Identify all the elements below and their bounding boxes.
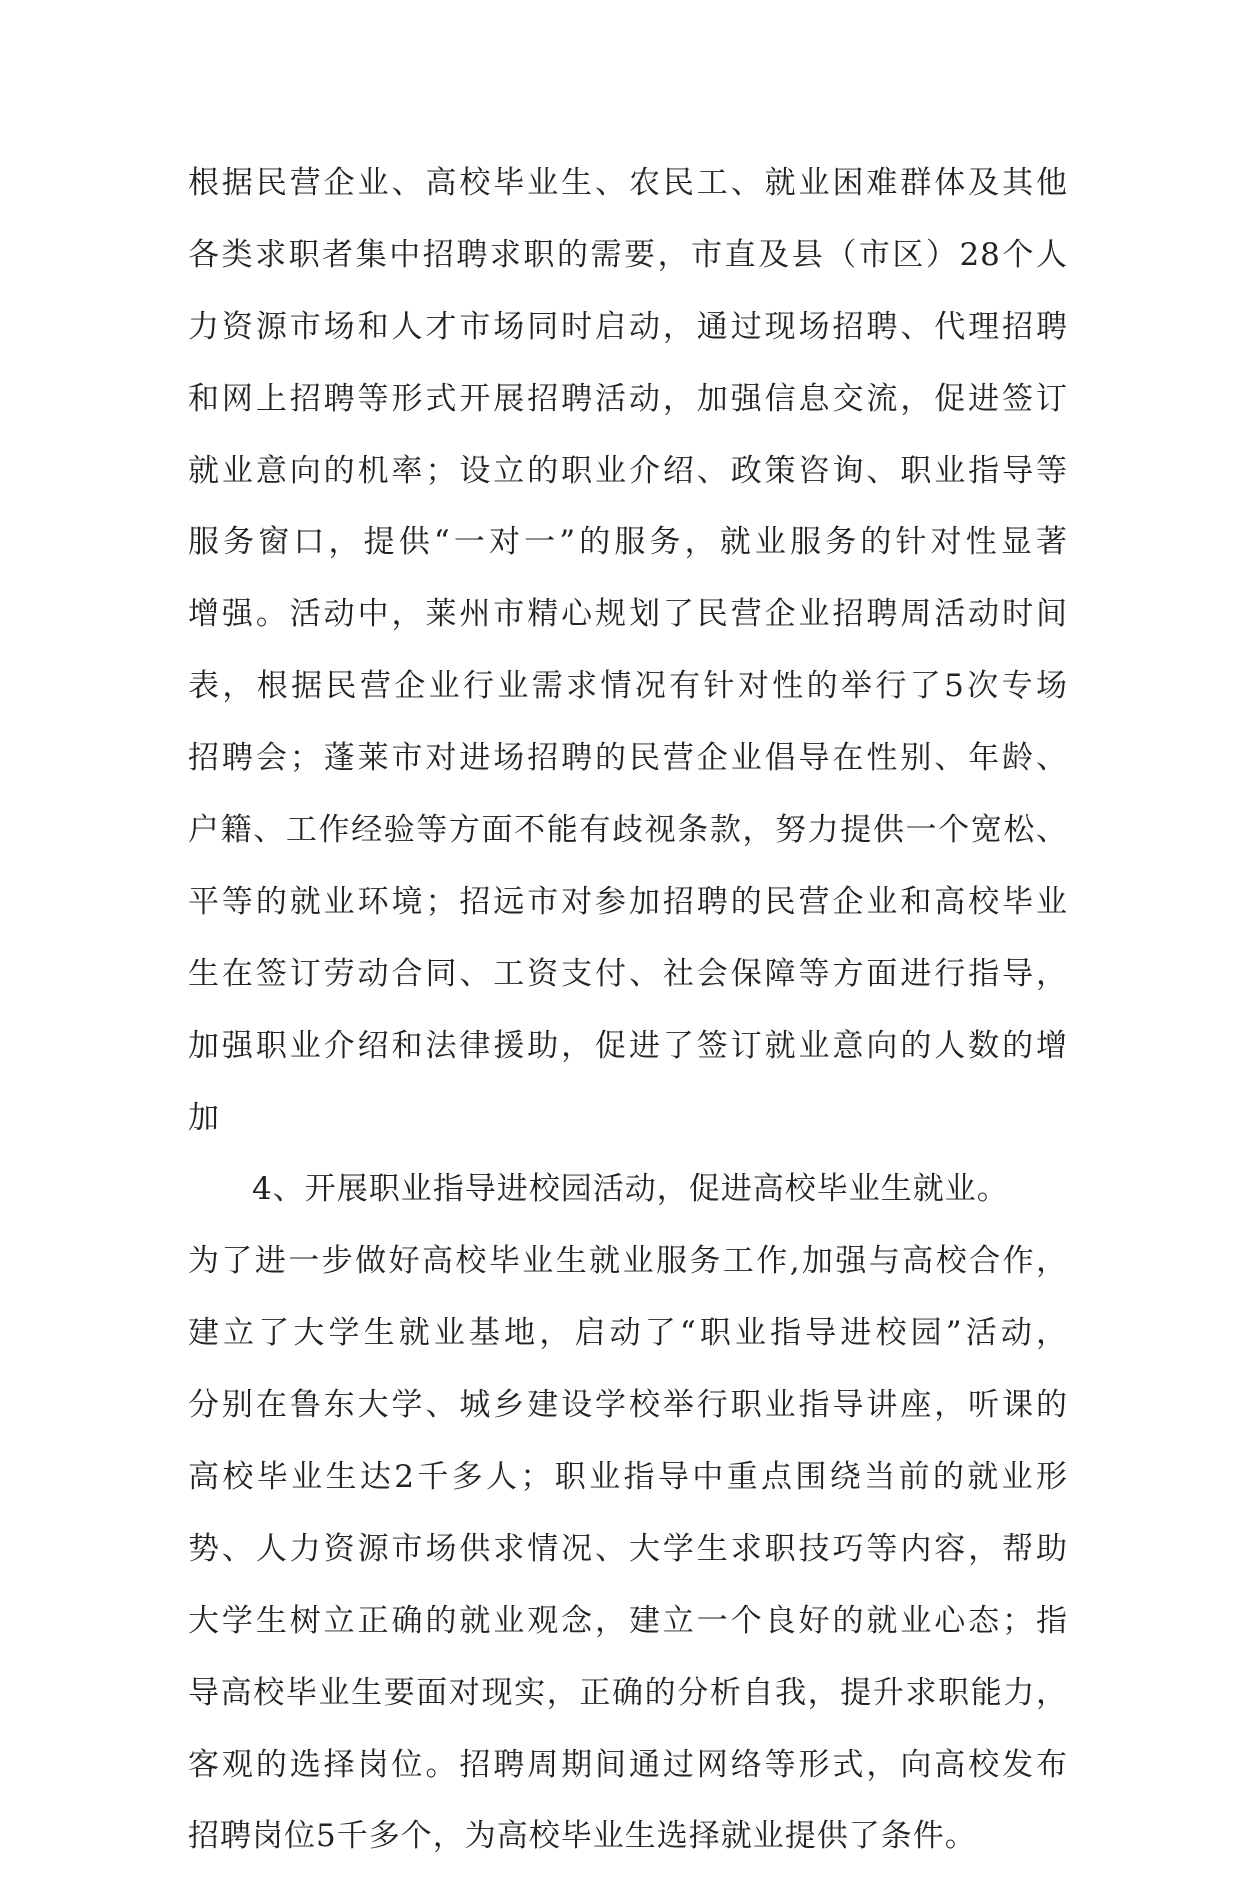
text-line: 客观的选择岗位。招聘周期间通过网络等形式，向高校发布 bbox=[188, 1746, 1068, 1783]
text-line: 就业意向的机率；设立的职业介绍、政策咨询、职业指导等 bbox=[188, 452, 1068, 489]
text-line: 增强。活动中，莱州市精心规划了民营企业招聘周活动时间 bbox=[188, 596, 1068, 633]
text-line: 招聘岗位5千多个，为高校毕业生选择就业提供了条件。 bbox=[188, 1818, 977, 1855]
text-line: 表，根据民营企业行业需求情况有针对性的举行了5次专场 bbox=[188, 668, 1068, 705]
text-line: 为了进一步做好高校毕业生就业服务工作,加强与高校合作， bbox=[188, 1243, 1068, 1280]
text-line: 和网上招聘等形式开展招聘活动，加强信息交流，促进签订 bbox=[188, 380, 1068, 417]
text-line: 平等的就业环境；招远市对参加招聘的民营企业和高校毕业 bbox=[188, 883, 1068, 920]
text-line: 根据民营企业、高校毕业生、农民工、就业困难群体及其他 bbox=[188, 165, 1068, 201]
body-text bbox=[188, 163, 1068, 1888]
text-line: 大学生树立正确的就业观念，建立一个良好的就业心态；指 bbox=[188, 1602, 1068, 1639]
text-line: 建立了大学生就业基地，启动了“职业指导进校园”活动， bbox=[188, 1315, 1068, 1352]
text-line: 高校毕业生达2千多人；职业指导中重点围绕当前的就业形 bbox=[188, 1459, 1068, 1496]
text-line: 力资源市场和人才市场同时启动，通过现场招聘、代理招聘 bbox=[188, 308, 1068, 345]
text-line: 导高校毕业生要面对现实，正确的分析自我，提升求职能力， bbox=[188, 1674, 1068, 1711]
text-line: 4、开展职业指导进校园活动，促进高校毕业生就业。 bbox=[252, 1171, 1009, 1208]
text-line: 服务窗口，提供“一对一”的服务，就业服务的针对性显著 bbox=[188, 524, 1068, 561]
text-line: 生在签订劳动合同、工资支付、社会保障等方面进行指导， bbox=[188, 955, 1068, 992]
text-line: 分别在鲁东大学、城乡建设学校举行职业指导讲座，听课的 bbox=[188, 1387, 1068, 1424]
text-line: 加强职业介绍和法律援助，促进了签订就业意向的人数的增 bbox=[188, 1027, 1068, 1064]
text-line: 各类求职者集中招聘求职的需要，市直及县（市区）28个人 bbox=[188, 236, 1068, 273]
text-line: 户籍、工作经验等方面不能有歧视条款，努力提供一个宽松、 bbox=[188, 812, 1068, 849]
text-line: 加 bbox=[188, 1099, 220, 1136]
text-line: 势、人力资源市场供求情况、大学生求职技巧等内容，帮助 bbox=[188, 1530, 1068, 1567]
text-line: 招聘会；蓬莱市对进场招聘的民营企业倡导在性别、年龄、 bbox=[188, 740, 1068, 777]
